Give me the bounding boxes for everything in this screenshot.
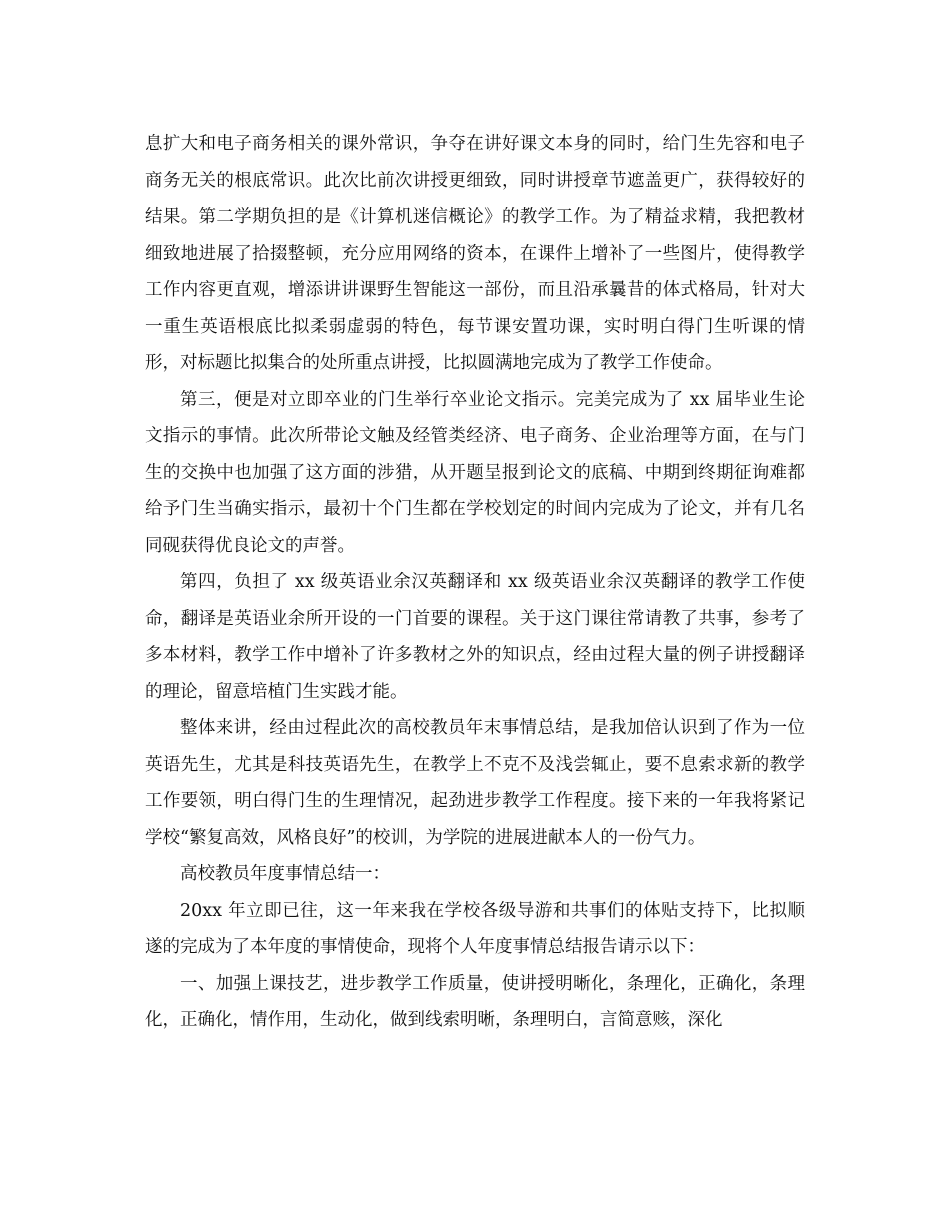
section-heading: 高校教员年度事情总结一： xyxy=(180,864,390,884)
paragraph-continued: 息扩大和电子商务相关的课外常识，争夺在讲好课文本身的同时，给门生先容和电子商务无关的根底常识。此次比前次讲授更细致，同时讲授章节遮盖更广，获得较好的结果。第二学期负担的是《计算机迷信概论》的教学工作。为了精益求精，我把教材细致地进展了拾掇整顿，充分应用网络的资本，在课件上增补了一些图片，使得教学工作内容更直观，增添讲讲课野生智能这一部份，而且沿承曩昔的体式格局，针对大一重生英语根底比拟柔弱虚弱的特色，每节课安置功课，实时明白得门生听课的情形，对标题比拟集合的处所重点讲授，比拟圆满地完成为了教学工作使命。 xyxy=(145,134,805,373)
paragraph-overall-summary: 整体来讲，经由过程此次的高校教员年末事情总结，是我加倍认识到了作为一位英语先生，尤其是科技英语先生，在教学上不克不及浅尝辄止，要不息索求新的教学工作要领，明白得门生的生理情况，起劲进步教学工作程度。接下来的一年我将紧记学校“繁复高效，风格良好”的校训，为学院的进展进献本人的一份气力。 xyxy=(145,718,805,848)
paragraph-intro: 20xx 年立即已往，这一年来我在学校各级导游和共事们的体贴支持下，比拟顺遂的完成为了本年度的事情使命，现将个人年度事情总结报告请示以下： xyxy=(145,900,805,957)
paragraph-third-point: 第三，便是对立即卒业的门生举行卒业论文指示。完美完成为了 xx 届毕业生论文指示的事情。此次所带论文触及经管类经济、电子商务、企业治理等方面，在与门生的交换中也加强了这方面的涉猎，从开题呈报到论文的底稿、中期到终期征询难都给予门生当确实指示，最初十个门生都在学校划定的时间内完成为了论文，并有几名同砚获得优良论文的声誉。 xyxy=(145,389,805,556)
document-body xyxy=(145,126,805,1039)
paragraph-fourth-point: 第四，负担了 xx 级英语业余汉英翻译和 xx 级英语业余汉英翻译的教学工作使命，翻译是英语业余所开设的一门首要的课程。关于这门课往常请教了共事，参考了多本材料，教学工作中增补了许多教材之外的知识点，经由过程大量的例子讲授翻译的理论，留意培植门生实践才能。 xyxy=(145,572,805,702)
paragraph-point-one: 一、加强上课技艺，进步教学工作质量，使讲授明晰化，条理化，正确化，条理化，正确化，情作用，生动化，做到线索明晰，条理明白，言简意赅，深化 xyxy=(145,973,805,1030)
